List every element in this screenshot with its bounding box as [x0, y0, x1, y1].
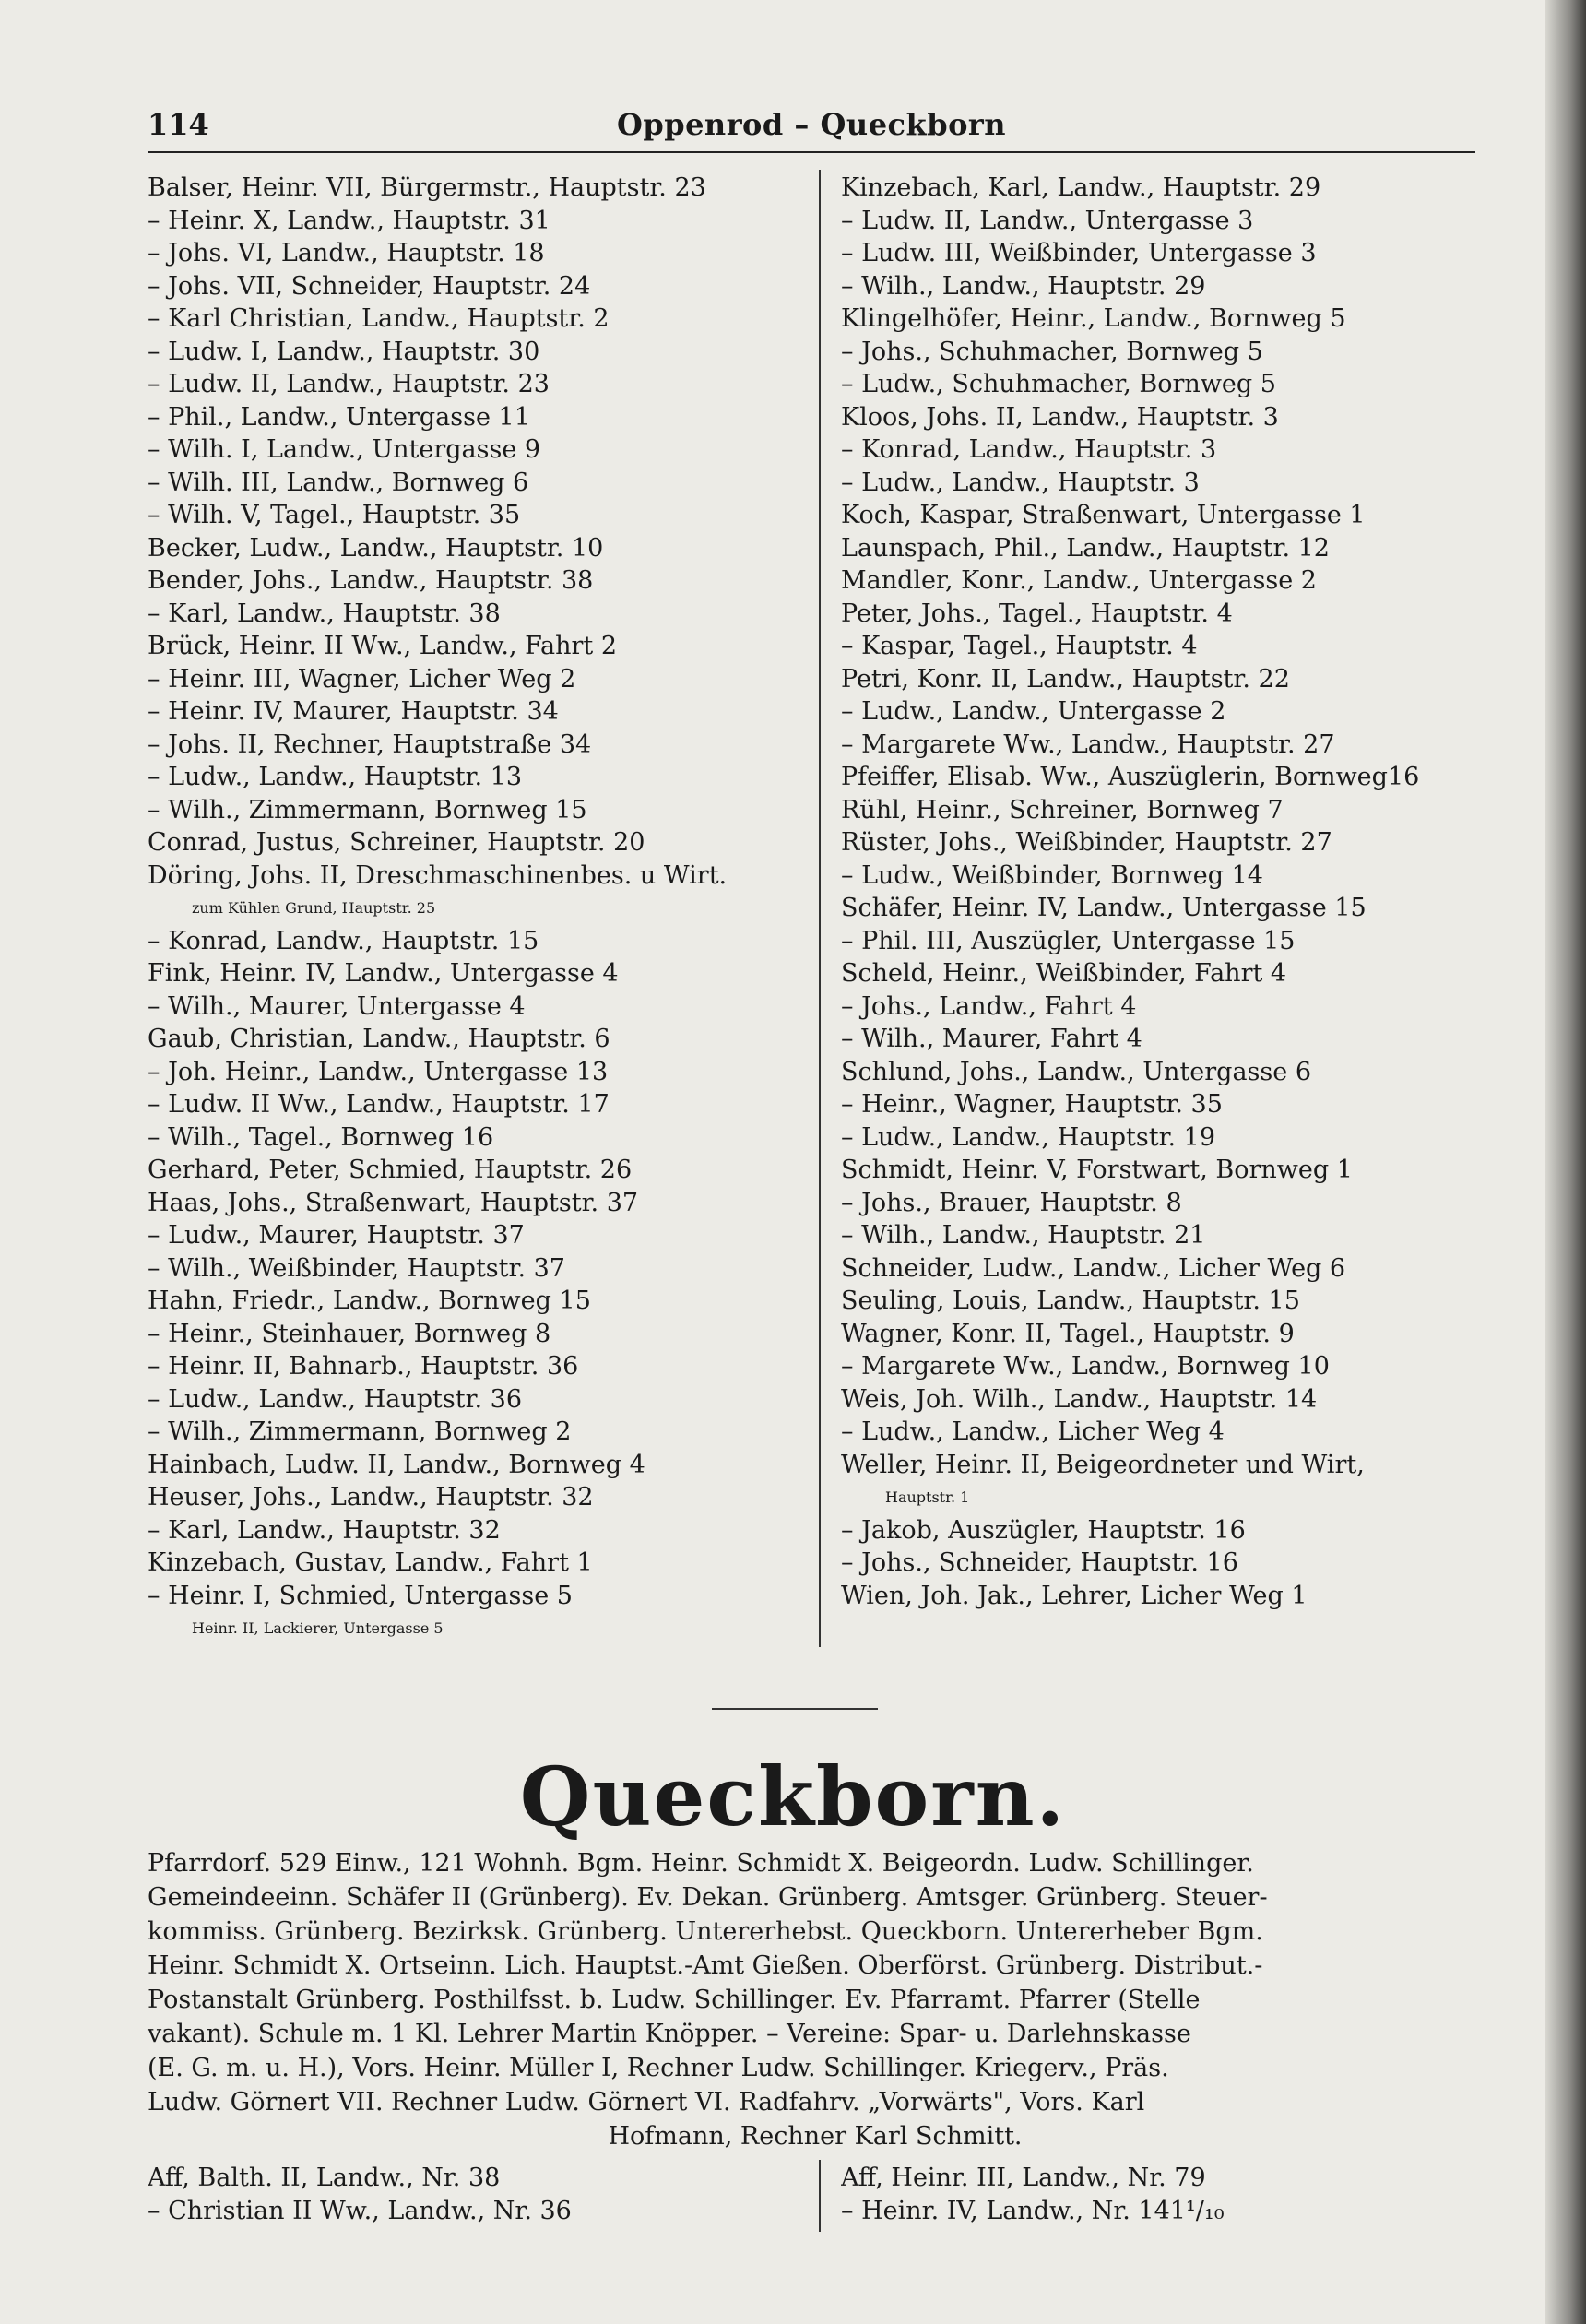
- directory-entry: – Johs. VI, Landw., Hauptstr. 18: [148, 239, 545, 267]
- directory-entry: Döring, Johs. II, Dreschmaschinenbes. u Wirt.: [148, 860, 728, 890]
- section-info-line: vakant). Schule m. 1 Kl. Lehrer Martin Knöpper. – Vereine: Spar- u. Darlehnskasse: [148, 2020, 1191, 2048]
- directory-entry: Wagner, Konr. II, Tagel., Hauptstr. 9: [841, 1319, 1295, 1348]
- section-info-line: Hofmann, Rechner Karl Schmitt.: [608, 2122, 1023, 2151]
- section-info-line: Pfarrdorf. 529 Einw., 121 Wohnh. Bgm. Heinr. Schmidt X. Beigeordn. Ludw. Schillinger.: [148, 1849, 1254, 1878]
- directory-entry: – Wilh., Zimmermann, Bornweg 2: [148, 1417, 572, 1446]
- section-info-line: Gemeindeeinn. Schäfer II (Grünberg). Ev. Dekan. Grünberg. Amtsger. Grünberg. Steuer-: [148, 1883, 1268, 1912]
- directory-entry: – Margarete Ww., Landw., Bornweg 10: [841, 1352, 1330, 1381]
- directory-entry: – Johs., Schuhmacher, Bornweg 5: [841, 337, 1263, 366]
- directory-entry: – Ludw., Landw., Untergasse 2: [841, 697, 1226, 726]
- directory-entry: – Johs., Schneider, Hauptstr. 16: [841, 1548, 1238, 1577]
- page-header: [148, 100, 1475, 153]
- directory-entry: – Ludw., Landw., Hauptstr. 36: [148, 1384, 523, 1414]
- directory-entry: – Wilh., Maurer, Fahrt 4: [841, 1025, 1142, 1053]
- directory-entry: – Heinr., Wagner, Hauptstr. 35: [841, 1090, 1223, 1119]
- directory-entry: Hauptstr. 1: [885, 1488, 970, 1506]
- directory-entry: Schmidt, Heinr. V, Forstwart, Bornweg 1: [841, 1156, 1353, 1184]
- directory-entry: – Ludw. II, Landw., Untergasse 3: [841, 206, 1254, 235]
- directory-entry: – Karl, Landw., Hauptstr. 38: [148, 599, 501, 628]
- directory-entry: Schäfer, Heinr. IV, Landw., Untergasse 15: [841, 894, 1367, 922]
- bottom-left-column: [148, 2162, 811, 2227]
- directory-entry: – Johs., Landw., Fahrt 4: [841, 991, 1137, 1021]
- directory-entry: Rühl, Heinr., Schreiner, Bornweg 7: [841, 795, 1284, 824]
- directory-entry: Mandler, Konr., Landw., Untergasse 2: [841, 566, 1317, 595]
- directory-entry: – Heinr. X, Landw., Hauptstr. 31: [148, 206, 550, 235]
- directory-entry: – Johs. II, Rechner, Hauptstraße 34: [148, 729, 592, 759]
- directory-entry: – Ludw., Landw., Hauptstr. 19: [841, 1122, 1216, 1152]
- directory-entry: – Jakob, Auszügler, Hauptstr. 16: [841, 1515, 1246, 1545]
- directory-entry: – Wilh. I, Landw., Untergasse 9: [148, 435, 541, 464]
- column-divider-bottom: [819, 2160, 821, 2232]
- directory-entry: Kloos, Johs. II, Landw., Hauptstr. 3: [841, 402, 1279, 432]
- section-info-line: (E. G. m. u. H.), Vors. Heinr. Müller I, Rechner Ludw. Schillinger. Kriegerv., Präs.: [148, 2054, 1169, 2082]
- directory-entry: – Ludw. I, Landw., Hauptstr. 30: [148, 337, 540, 366]
- directory-entry: Koch, Kaspar, Straßenwart, Untergasse 1: [841, 501, 1366, 529]
- bottom-right-column: [841, 2162, 1477, 2227]
- section-info-line: Postanstalt Grünberg. Posthilfsst. b. Ludw. Schillinger. Ev. Pfarramt. Pfarrer (Stelle: [148, 1986, 1201, 2014]
- directory-entry: Kinzebach, Gustav, Landw., Fahrt 1: [148, 1548, 593, 1577]
- directory-entry: Aff, Balth. II, Landw., Nr. 38: [148, 2164, 501, 2192]
- directory-entry: Aff, Heinr. III, Landw., Nr. 79: [841, 2164, 1206, 2192]
- directory-entry: Peter, Johs., Tagel., Hauptstr. 4: [841, 599, 1233, 628]
- directory-entry: – Ludw. II Ww., Landw., Hauptstr. 17: [148, 1090, 610, 1119]
- directory-entry: – Wilh., Weißbinder, Hauptstr. 37: [148, 1253, 565, 1283]
- directory-entry: – Ludw., Weißbinder, Bornweg 14: [841, 860, 1263, 890]
- directory-entry: – Kaspar, Tagel., Hauptstr. 4: [841, 632, 1198, 660]
- section-info-paragraph: [148, 1846, 1483, 2153]
- directory-entry: – Johs. VII, Schneider, Hauptstr. 24: [148, 271, 591, 301]
- section-info-line: kommiss. Grünberg. Bezirksk. Grünberg. Untererhebst. Queckborn. Untererheber Bgm.: [148, 1917, 1263, 1946]
- directory-entry: – Ludw., Landw., Licher Weg 4: [841, 1417, 1225, 1446]
- directory-entry: Scheld, Heinr., Weißbinder, Fahrt 4: [841, 959, 1287, 988]
- section-separator-rule: [712, 1708, 878, 1710]
- directory-entry: – Ludw., Maurer, Hauptstr. 37: [148, 1221, 525, 1250]
- directory-entry: – Heinr. III, Wagner, Licher Weg 2: [148, 664, 576, 694]
- section-info-line: Heinr. Schmidt X. Ortseinn. Lich. Hauptst.-Amt Gießen. Oberförst. Grünberg. Distribut.-: [148, 1951, 1263, 1980]
- directory-entry: – Joh. Heinr., Landw., Untergasse 13: [148, 1057, 609, 1086]
- directory-entry: Balser, Heinr. VII, Bürgermstr., Hauptstr. 23: [148, 173, 706, 202]
- directory-entry: Brück, Heinr. II Ww., Landw., Fahrt 2: [148, 632, 618, 660]
- directory-entry: – Heinr. II, Bahnarb., Hauptstr. 36: [148, 1352, 579, 1381]
- directory-entry: Petri, Konr. II, Landw., Hauptstr. 22: [841, 664, 1290, 694]
- directory-entry: – Wilh., Zimmermann, Bornweg 15: [148, 795, 587, 824]
- directory-entry: Hahn, Friedr., Landw., Bornweg 15: [148, 1286, 591, 1315]
- section-title: Queckborn.: [519, 1749, 1067, 1844]
- directory-entry: – Margarete Ww., Landw., Hauptstr. 27: [841, 729, 1335, 759]
- directory-entry: – Heinr. IV, Landw., Nr. 141¹/₁₀: [841, 2196, 1225, 2225]
- directory-entry: Becker, Ludw., Landw., Hauptstr. 10: [148, 533, 604, 563]
- directory-entry: Seuling, Louis, Landw., Hauptstr. 15: [841, 1286, 1300, 1315]
- directory-entry: Wien, Joh. Jak., Lehrer, Licher Weg 1: [841, 1581, 1308, 1610]
- directory-entry: – Karl Christian, Landw., Hauptstr. 2: [148, 304, 610, 333]
- directory-entry: – Phil., Landw., Untergasse 11: [148, 402, 530, 432]
- directory-entry: Heinr. II, Lackierer, Untergasse 5: [192, 1619, 444, 1637]
- left-column: [148, 172, 811, 1645]
- directory-entry: Schneider, Ludw., Landw., Licher Weg 6: [841, 1253, 1346, 1283]
- directory-entry: Launspach, Phil., Landw., Hauptstr. 12: [841, 533, 1330, 563]
- directory-entry: Gaub, Christian, Landw., Hauptstr. 6: [148, 1025, 610, 1053]
- directory-entry: – Ludw. III, Weißbinder, Untergasse 3: [841, 239, 1317, 267]
- directory-entry: Weis, Joh. Wilh., Landw., Hauptstr. 14: [841, 1384, 1318, 1414]
- directory-entry: – Johs., Brauer, Hauptstr. 8: [841, 1188, 1182, 1217]
- directory-entry: – Ludw., Landw., Hauptstr. 13: [148, 763, 523, 791]
- directory-entry: Pfeiffer, Elisab. Ww., Auszüglerin, Bornweg16: [841, 763, 1420, 791]
- directory-entry: Haas, Johs., Straßenwart, Hauptstr. 37: [148, 1188, 639, 1217]
- directory-entry: – Heinr. IV, Maurer, Hauptstr. 34: [148, 697, 559, 726]
- directory-entry: – Ludw., Landw., Hauptstr. 3: [841, 468, 1200, 497]
- page-edge-shadow: [1545, 0, 1586, 2324]
- directory-entry: Fink, Heinr. IV, Landw., Untergasse 4: [148, 959, 619, 988]
- directory-entry: – Karl, Landw., Hauptstr. 32: [148, 1515, 501, 1545]
- directory-entry: Kinzebach, Karl, Landw., Hauptstr. 29: [841, 173, 1321, 202]
- directory-entry: Hainbach, Ludw. II, Landw., Bornweg 4: [148, 1450, 645, 1479]
- column-divider: [819, 170, 821, 1647]
- directory-entry: – Wilh., Maurer, Untergasse 4: [148, 991, 526, 1021]
- directory-entry: – Phil. III, Auszügler, Untergasse 15: [841, 926, 1296, 955]
- directory-entry: – Konrad, Landw., Hauptstr. 3: [841, 435, 1217, 464]
- directory-entry: – Ludw., Schuhmacher, Bornweg 5: [841, 370, 1276, 398]
- section-info-line: Ludw. Görnert VII. Rechner Ludw. Görnert VI. Radfahrv. „Vorwärts", Vors. Karl: [148, 2088, 1145, 2116]
- directory-entry: – Wilh., Landw., Hauptstr. 29: [841, 271, 1206, 301]
- directory-entry: – Wilh., Landw., Hauptstr. 21: [841, 1221, 1206, 1250]
- directory-entry: Gerhard, Peter, Schmied, Hauptstr. 26: [148, 1156, 633, 1184]
- directory-entry: Weller, Heinr. II, Beigeordneter und Wirt,: [841, 1450, 1365, 1479]
- directory-entry: Rüster, Johs., Weißbinder, Hauptstr. 27: [841, 828, 1332, 857]
- directory-entry: – Wilh. V, Tagel., Hauptstr. 35: [148, 501, 521, 529]
- running-title: Oppenrod – Queckborn: [616, 107, 1007, 142]
- right-column: [841, 172, 1477, 1612]
- directory-entry: – Heinr., Steinhauer, Bornweg 8: [148, 1319, 551, 1348]
- directory-entry: – Konrad, Landw., Hauptstr. 15: [148, 926, 539, 955]
- directory-entry: Heuser, Johs., Landw., Hauptstr. 32: [148, 1483, 594, 1512]
- directory-entry: zum Kühlen Grund, Hauptstr. 25: [192, 899, 436, 917]
- directory-entry: – Ludw. II, Landw., Hauptstr. 23: [148, 370, 550, 398]
- directory-entry: – Wilh., Tagel., Bornweg 16: [148, 1122, 494, 1152]
- directory-entry: Schlund, Johs., Landw., Untergasse 6: [841, 1057, 1312, 1086]
- directory-entry: – Wilh. III, Landw., Bornweg 6: [148, 468, 529, 497]
- directory-entry: – Heinr. I, Schmied, Untergasse 5: [148, 1581, 573, 1610]
- page-number: 114: [148, 107, 209, 142]
- directory-entry: Bender, Johs., Landw., Hauptstr. 38: [148, 566, 594, 595]
- directory-entry: – Christian II Ww., Landw., Nr. 36: [148, 2196, 572, 2225]
- directory-entry: Conrad, Justus, Schreiner, Hauptstr. 20: [148, 828, 645, 857]
- directory-entry: Klingelhöfer, Heinr., Landw., Bornweg 5: [841, 304, 1346, 333]
